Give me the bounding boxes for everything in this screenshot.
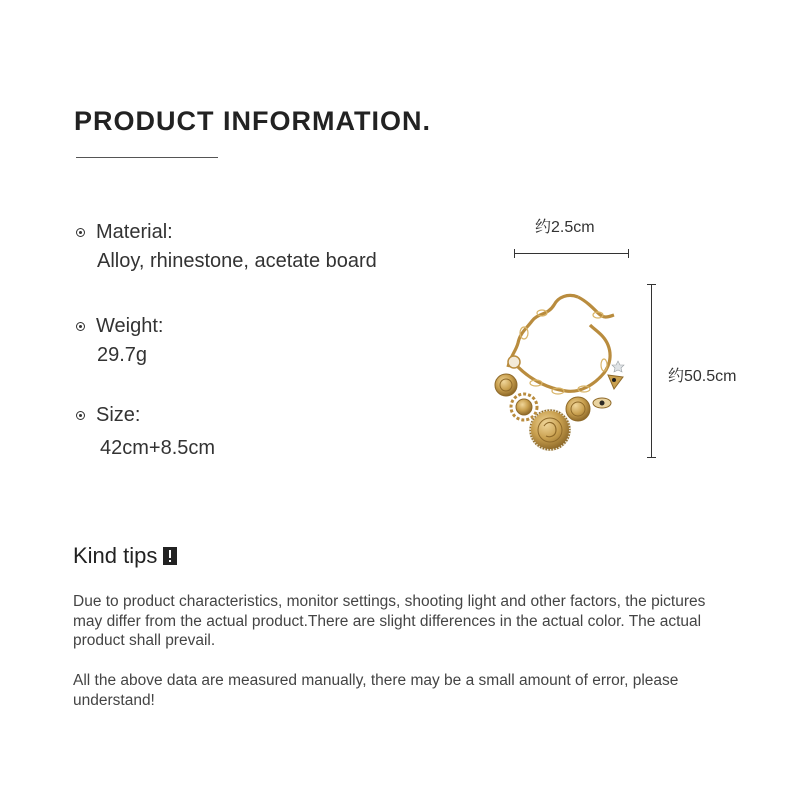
spec-weight-value: 29.7g — [97, 344, 148, 366]
bullet-icon — [76, 228, 85, 237]
exclamation-icon — [163, 547, 177, 565]
spec-material — [76, 221, 377, 273]
spec-weight — [76, 315, 163, 367]
tips-paragraph: Due to product characteristics, monitor settings, shooting light and other factors, the pictures may differ from the actual product.There are slight differences in the actual color. The actual product shall prevail. — [73, 593, 706, 649]
length-dimension-label: 约50.5cm — [668, 368, 737, 385]
spec-size-value: 42cm+8.5cm — [100, 437, 216, 459]
bullet-icon — [76, 322, 85, 331]
kind-tips-title: Kind tips — [73, 543, 158, 568]
page-title: PRODUCT INFORMATION. — [74, 106, 431, 136]
spec-size — [76, 404, 215, 460]
width-dimension-line — [514, 249, 629, 258]
tips-paragraph: All the above data are measured manually, there may be a small amount of error, please understand! — [73, 672, 679, 709]
kind-tips-heading — [73, 543, 177, 569]
spec-material-value: Alloy, rhinestone, acetate board — [97, 250, 377, 272]
length-dimension-line — [647, 284, 656, 458]
gold-coin-charm-bracelet-icon — [480, 285, 640, 460]
spec-material-label: Material: — [96, 221, 173, 243]
bullet-icon — [76, 411, 85, 420]
width-dimension-label: 约2.5cm — [535, 219, 595, 236]
spec-size-label: Size: — [96, 404, 141, 426]
spec-weight-label: Weight: — [96, 315, 164, 337]
title-underline — [76, 157, 218, 158]
